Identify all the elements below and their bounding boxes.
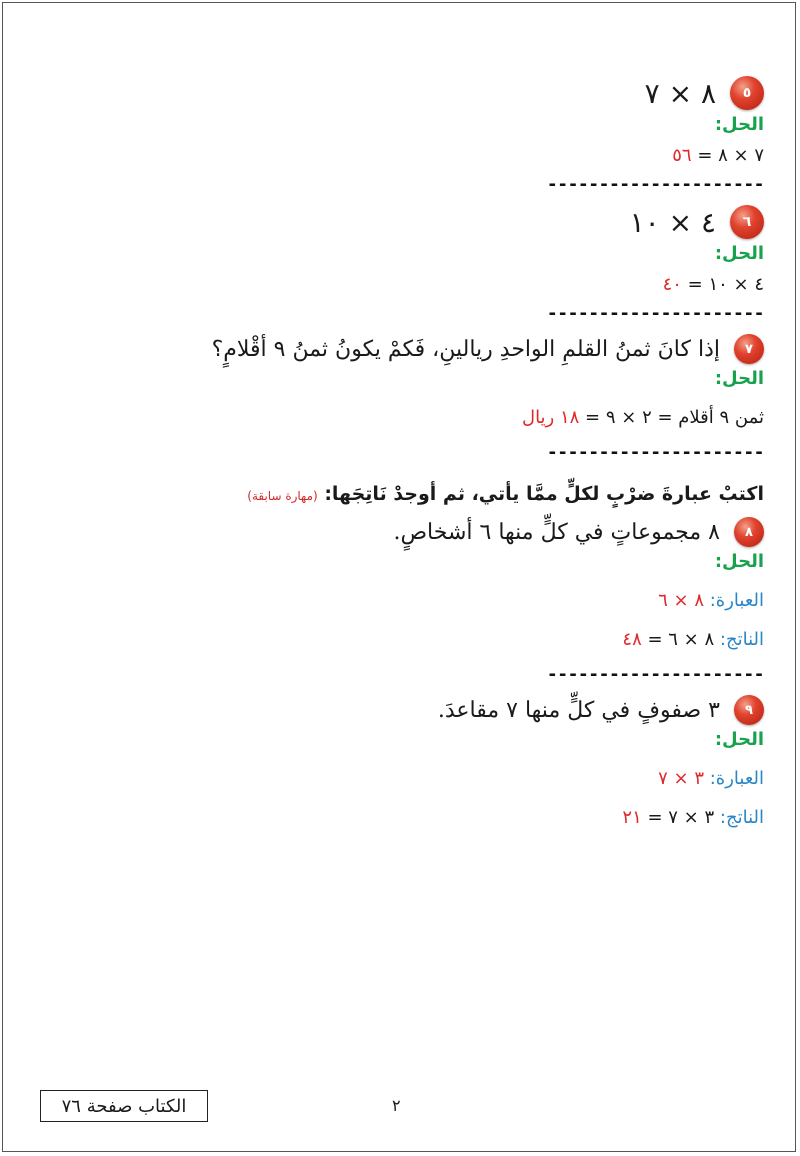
prior-skill-note: (مهارة سابقة): [247, 489, 318, 503]
separator: ---------------------: [546, 174, 764, 195]
problem-7: [34, 334, 764, 364]
instruction: اكتبْ عبارةَ ضرْبٍ لكلٍّ ممَّا يأتي، ثم أوجدْ نَاتِجَها: (مهارة سابقة): [247, 483, 764, 505]
product-value: ٤٨: [622, 629, 642, 650]
problem-question: ٣ صفوفٍ في كلٍّ منها ٧ مقاعدَ.: [437, 697, 720, 723]
solution-label: الحل:: [714, 368, 764, 389]
product-line: الناتج: ٨ × ٦ = ٤٨: [622, 629, 764, 650]
problem-number-badge: ٥: [730, 76, 764, 110]
problem-number-badge: ٨: [734, 517, 764, 547]
problem-number-badge: ٦: [730, 205, 764, 239]
book-page-reference: الكتاب صفحة ٧٦: [40, 1090, 208, 1122]
problem-expression: ٤ × ١٠: [629, 205, 716, 239]
product-line: الناتج: ٣ × ٧ = ٢١: [622, 807, 764, 828]
problem-number-badge: ٧: [734, 334, 764, 364]
solution-label: الحل:: [714, 114, 764, 135]
expression-label: العبارة:: [709, 768, 764, 789]
problem-expression: ٨ × ٧: [644, 76, 716, 110]
answer: ٤٠: [662, 274, 682, 295]
solution-equation: ثمن ٩ أقلام = ٢ × ٩ = ١٨ ريال: [521, 407, 764, 428]
answer: ٥٦: [672, 145, 692, 166]
separator: ---------------------: [546, 442, 764, 463]
problem-question: ٨ مجموعاتٍ في كلٍّ منها ٦ أشخاصٍ.: [393, 519, 720, 545]
problem-6: [34, 205, 764, 239]
page-number: ٢: [392, 1096, 401, 1115]
solution-equation: ٧ × ٨ = ٥٦: [672, 145, 764, 166]
product-label: الناتج:: [719, 807, 764, 828]
solution-label: الحل:: [714, 729, 764, 750]
separator: ---------------------: [546, 664, 764, 685]
expression-value: ٣ × ٧: [658, 768, 704, 789]
product-label: الناتج:: [719, 629, 764, 650]
problem-question: إذا كانَ ثمنُ القلمِ الواحدِ ريالينِ، فَكمْ يكونُ ثمنُ ٩ أقْلامٍ؟: [211, 336, 720, 362]
expression-label: العبارة:: [709, 590, 764, 611]
answer: ١٨ ريال: [521, 407, 580, 428]
problem-number-badge: ٩: [734, 695, 764, 725]
solution-equation: ٤ × ١٠ = ٤٠: [662, 274, 764, 295]
problem-8: [34, 517, 764, 547]
problem-5: [34, 76, 764, 110]
product-value: ٢١: [622, 807, 642, 828]
separator: ---------------------: [546, 303, 764, 324]
expression-line: [34, 768, 764, 789]
expression-value: ٨ × ٦: [658, 590, 704, 611]
expression-line: [34, 590, 764, 611]
worksheet-content: [34, 76, 764, 828]
solution-label: الحل:: [714, 243, 764, 264]
solution-label: الحل:: [714, 551, 764, 572]
problem-9: [34, 695, 764, 725]
